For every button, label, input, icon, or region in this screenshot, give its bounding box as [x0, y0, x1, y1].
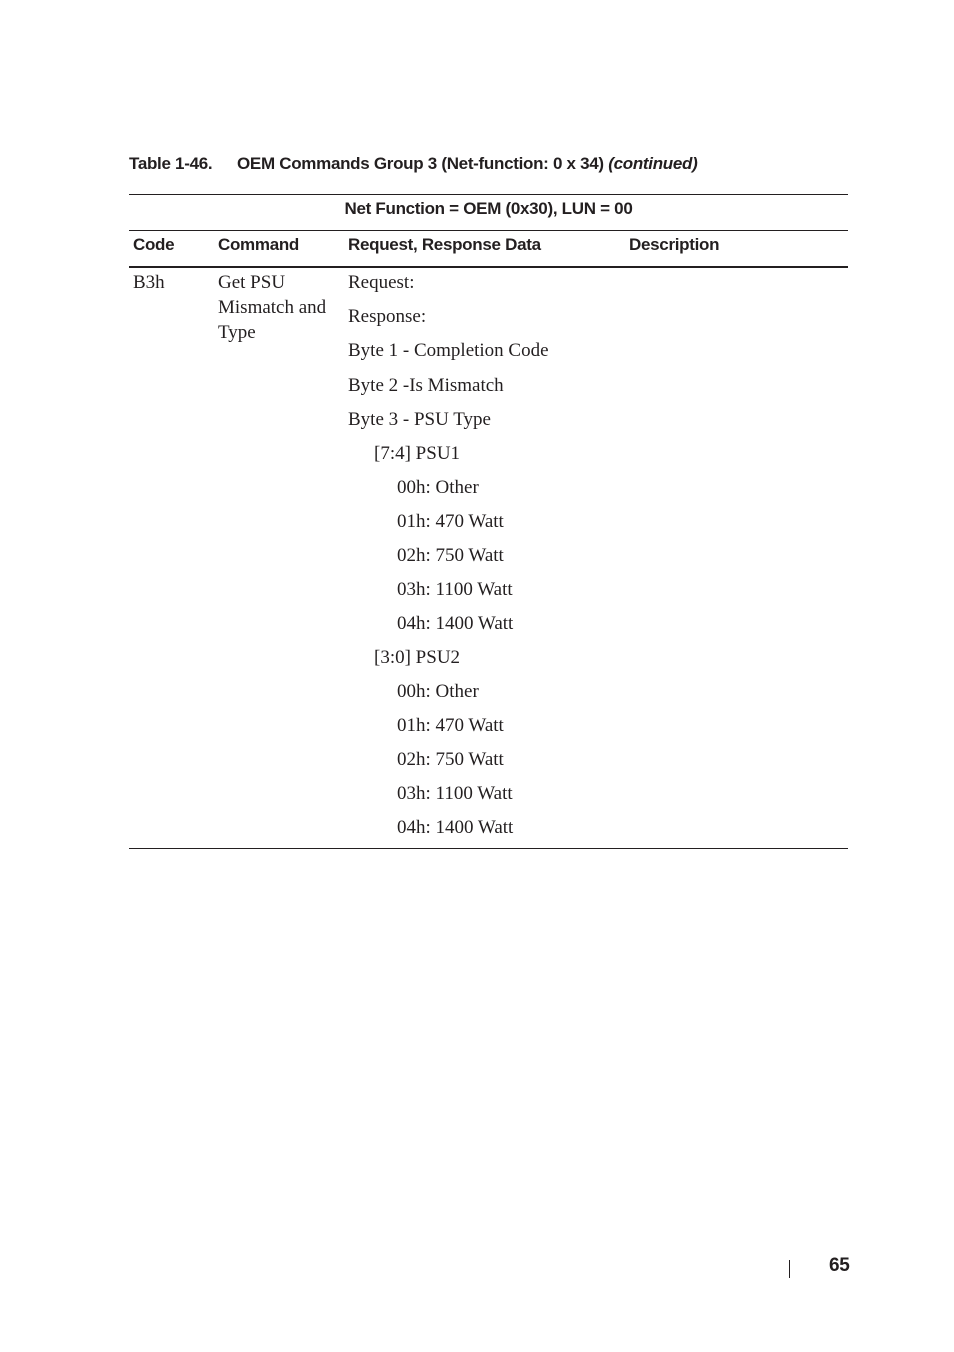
data-line: 01h: 470 Watt [397, 511, 504, 532]
column-header-data: Request, Response Data [348, 235, 541, 254]
row-command: Get PSU Mismatch and Type [218, 272, 327, 343]
data-line: [3:0] PSU2 [374, 647, 461, 668]
data-line: Byte 1 - Completion Code [348, 340, 549, 361]
column-header-code: Code [133, 235, 175, 254]
column-header-description: Description [629, 235, 720, 254]
header-bottom-rule [129, 266, 848, 268]
page-number: 65 [829, 1255, 850, 1276]
table-continued-label: (continued) [608, 154, 698, 173]
table-caption [129, 154, 697, 174]
table-title: OEM Commands Group 3 (Net-function: 0 x 34) [237, 154, 604, 173]
net-function-header: Net Function = OEM (0x30), LUN = 00 [344, 199, 633, 218]
data-line: 03h: 1100 Watt [397, 579, 513, 600]
data-line: 04h: 1400 Watt [397, 613, 514, 634]
column-header-command: Command [218, 235, 300, 254]
footer-divider [789, 1260, 790, 1278]
table-number: Table 1-46. [129, 154, 213, 173]
data-line: Byte 2 -Is Mismatch [348, 375, 504, 396]
data-line: 02h: 750 Watt [397, 749, 504, 770]
data-line: 00h: Other [397, 477, 479, 498]
row-code: B3h [133, 272, 165, 293]
data-line: 03h: 1100 Watt [397, 783, 513, 804]
data-line: [7:4] PSU1 [374, 443, 461, 464]
net-function-rule [129, 230, 848, 231]
data-line: Request: [348, 272, 415, 293]
data-line: 04h: 1400 Watt [397, 817, 514, 838]
data-line: Response: [348, 306, 427, 327]
data-line: 02h: 750 Watt [397, 545, 504, 566]
table-top-rule [129, 194, 848, 195]
table-bottom-rule [129, 848, 848, 849]
data-line: Byte 3 - PSU Type [348, 409, 491, 430]
data-line: 00h: Other [397, 681, 479, 702]
data-line: 01h: 470 Watt [397, 715, 504, 736]
